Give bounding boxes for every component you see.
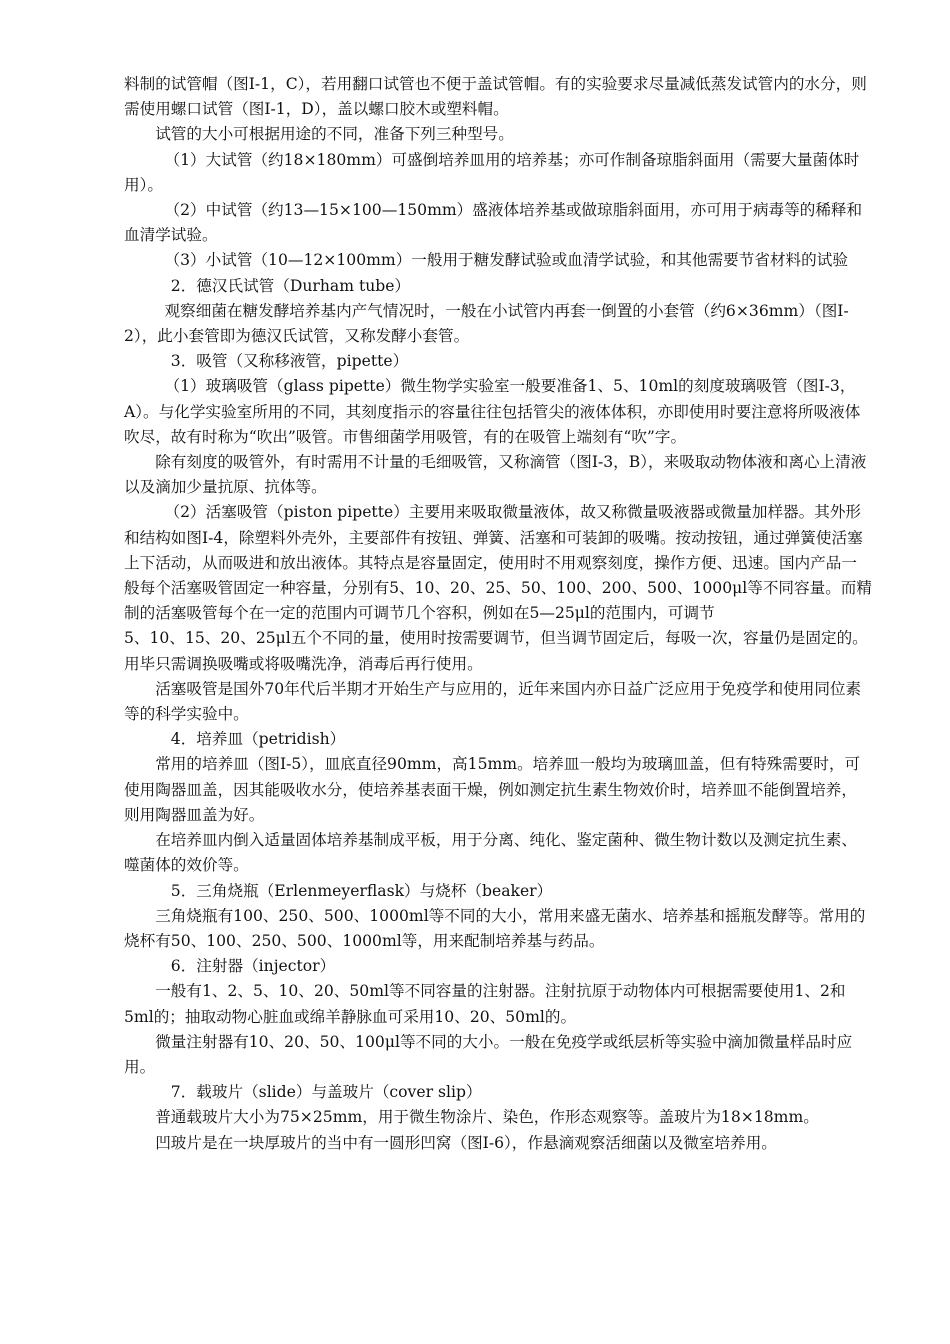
heading-injector: 6．注射器（injector） [170,957,336,976]
paragraph-test-tube-cap: 料制的试管帽（图Ⅰ-1，C），若用翻口试管也不便于盖试管帽。有的实验要求尽量减低蒸发试管内的水分，则需使用螺口试管（图Ⅰ-1，D），盖以螺口胶木或塑料帽。 [124,75,867,119]
paragraph-piston-pipette-cont: 5、10、15、20、25μl五个不同的量，使用时按需要调节，但当调节固定后，每吸一次，容量仍是固定的。用毕只需调换吸嘴或将吸嘴洗净，消毒后再行使用。 [124,629,868,673]
heading-slide-cover-slip: 7．载玻片（slide）与盖玻片（cover slip） [170,1083,482,1102]
heading-petridish: 4．培养皿（petridish） [170,730,346,749]
paragraph-slide-sizes: 普通载玻片大小为75×25mm，用于微生物涂片、染色，作形态观察等。盖玻片为18×18mm。 [155,1108,819,1127]
paragraph-petridish: 常用的培养皿（图Ⅰ-5），皿底直径90mm，高15mm。培养皿一般均为玻璃皿盖，但有特殊需要时，可使用陶器皿盖，因其能吸收水分，使培养基表面干燥，例如测定抗生素生物效价时，培养皿不能倒置培养，则用陶器皿盖为好。 [124,755,861,824]
paragraph-flask-beaker: 三角烧瓶有100、250、500、1000ml等不同的大小，常用来盛无菌水、培养基和摇瓶发酵等。常用的烧杯有50、100、250、500、1000ml等，用来配制培养基与药品。 [124,906,866,950]
paragraph-durham-tube: 观察细菌在糖发酵培养基内产气情况时，一般在小试管内再套一倒置的小套管（约6×36mm）（图I-2），此小套管即为德汉氏试管，又称发酵小套管。 [124,301,849,346]
paragraph-concave-slide: 凹玻片是在一块厚玻片的当中有一圆形凹窝（图Ⅰ-6），作悬滴观察活细菌以及微室培养用。 [155,1133,777,1152]
paragraph-injector: 一般有1、2、5、10、20、50ml等不同容量的注射器。注射抗原于动物体内可根据需要使用1、2和5ml的；抽取动物心脏血或绵羊静脉血可采用10、20、50ml的。 [124,982,846,1026]
heading-flask-beaker: 5．三角烧瓶（Erlenmeyerflask）与烧杯（beaker） [170,881,553,900]
heading-durham-tube: 2．德汉氏试管（Durham tube） [170,276,411,295]
paragraph-medium-tube: （2）中试管（约13—15×100—150mm）盛液体培养基或做琼脂斜面用，亦可用于病毒等的稀释和血清学试验。 [124,201,863,245]
paragraph-capillary-pipette: 除有刻度的吸管外，有时需用不计量的毛细吸管，又称滴管（图Ⅰ-3，B），来吸取动物体液和离心上清液以及滴加少量抗原、抗体等。 [124,453,867,497]
paragraph-glass-pipette: （1）玻璃吸管（glass pipette）微生物学实验室一般要准备1、5、10ml的刻度玻璃吸管（图I-3，A）。与化学实验室所用的不同，其刻度指示的容量往往包括管尖的液体体积，亦即使用时要注意将所吸液体吹尽，故有时称为“吹出”吸管。市售细菌学用吸管，有的在吸管上端刻有“吹”字。 [124,377,861,446]
paragraph-piston-pipette-history: 活塞吸管是国外70年代后半期才开始生产与应用的，近年来国内亦日益广泛应用于免疫学和使用同位素等的科学实验中。 [124,679,862,724]
paragraph-micro-injector: 微量注射器有10、20、50、100μl等不同的大小。一般在免疫学或纸层析等实验中滴加微量样品时应用。 [124,1032,853,1076]
paragraph-piston-pipette: （2）活塞吸管（piston pipette）主要用来吸取微量液体，故又称微量吸液器或微量加样器。其外形和结构如图Ⅰ-4，除塑料外壳外，主要部件有按钮、弹簧、活塞和可装卸的吸嘴。按动按钮，通过弹簧使活塞上下活动，从而吸进和放出液体。其特点是容量固定，使用时不用观察刻度，操作方便、迅速。国内产品一般每个活塞吸管固定一种容量，分别有5、10、20、25、50、100、200、500、1000μl等不同容量。而精制的活塞吸管每个在一定的范围内可调节几个容积，例如在5—25μl的范围内，可调节 [124,503,872,623]
paragraph-large-tube: （1）大试管（约18×180mm）可盛倒培养皿用的培养基；亦可作制备琼脂斜面用（需要大量菌体时用）。 [124,150,860,194]
paragraph-petridish-use: 在培养皿内倒入适量固体培养基制成平板，用于分离、纯化、鉴定菌种、微生物计数以及测定抗生素、噬菌体的效价等。 [124,831,857,875]
paragraph-tube-sizes-intro: 试管的大小可根据用途的不同，准备下列三种型号。 [155,125,514,144]
paragraph-small-tube: （3）小试管（10—12×100mm）一般用于糖发酵试验或血清学试验，和其他需要节省材料的试验 [164,251,848,270]
heading-pipette: 3．吸管（又称移液管，pipette） [170,352,409,371]
